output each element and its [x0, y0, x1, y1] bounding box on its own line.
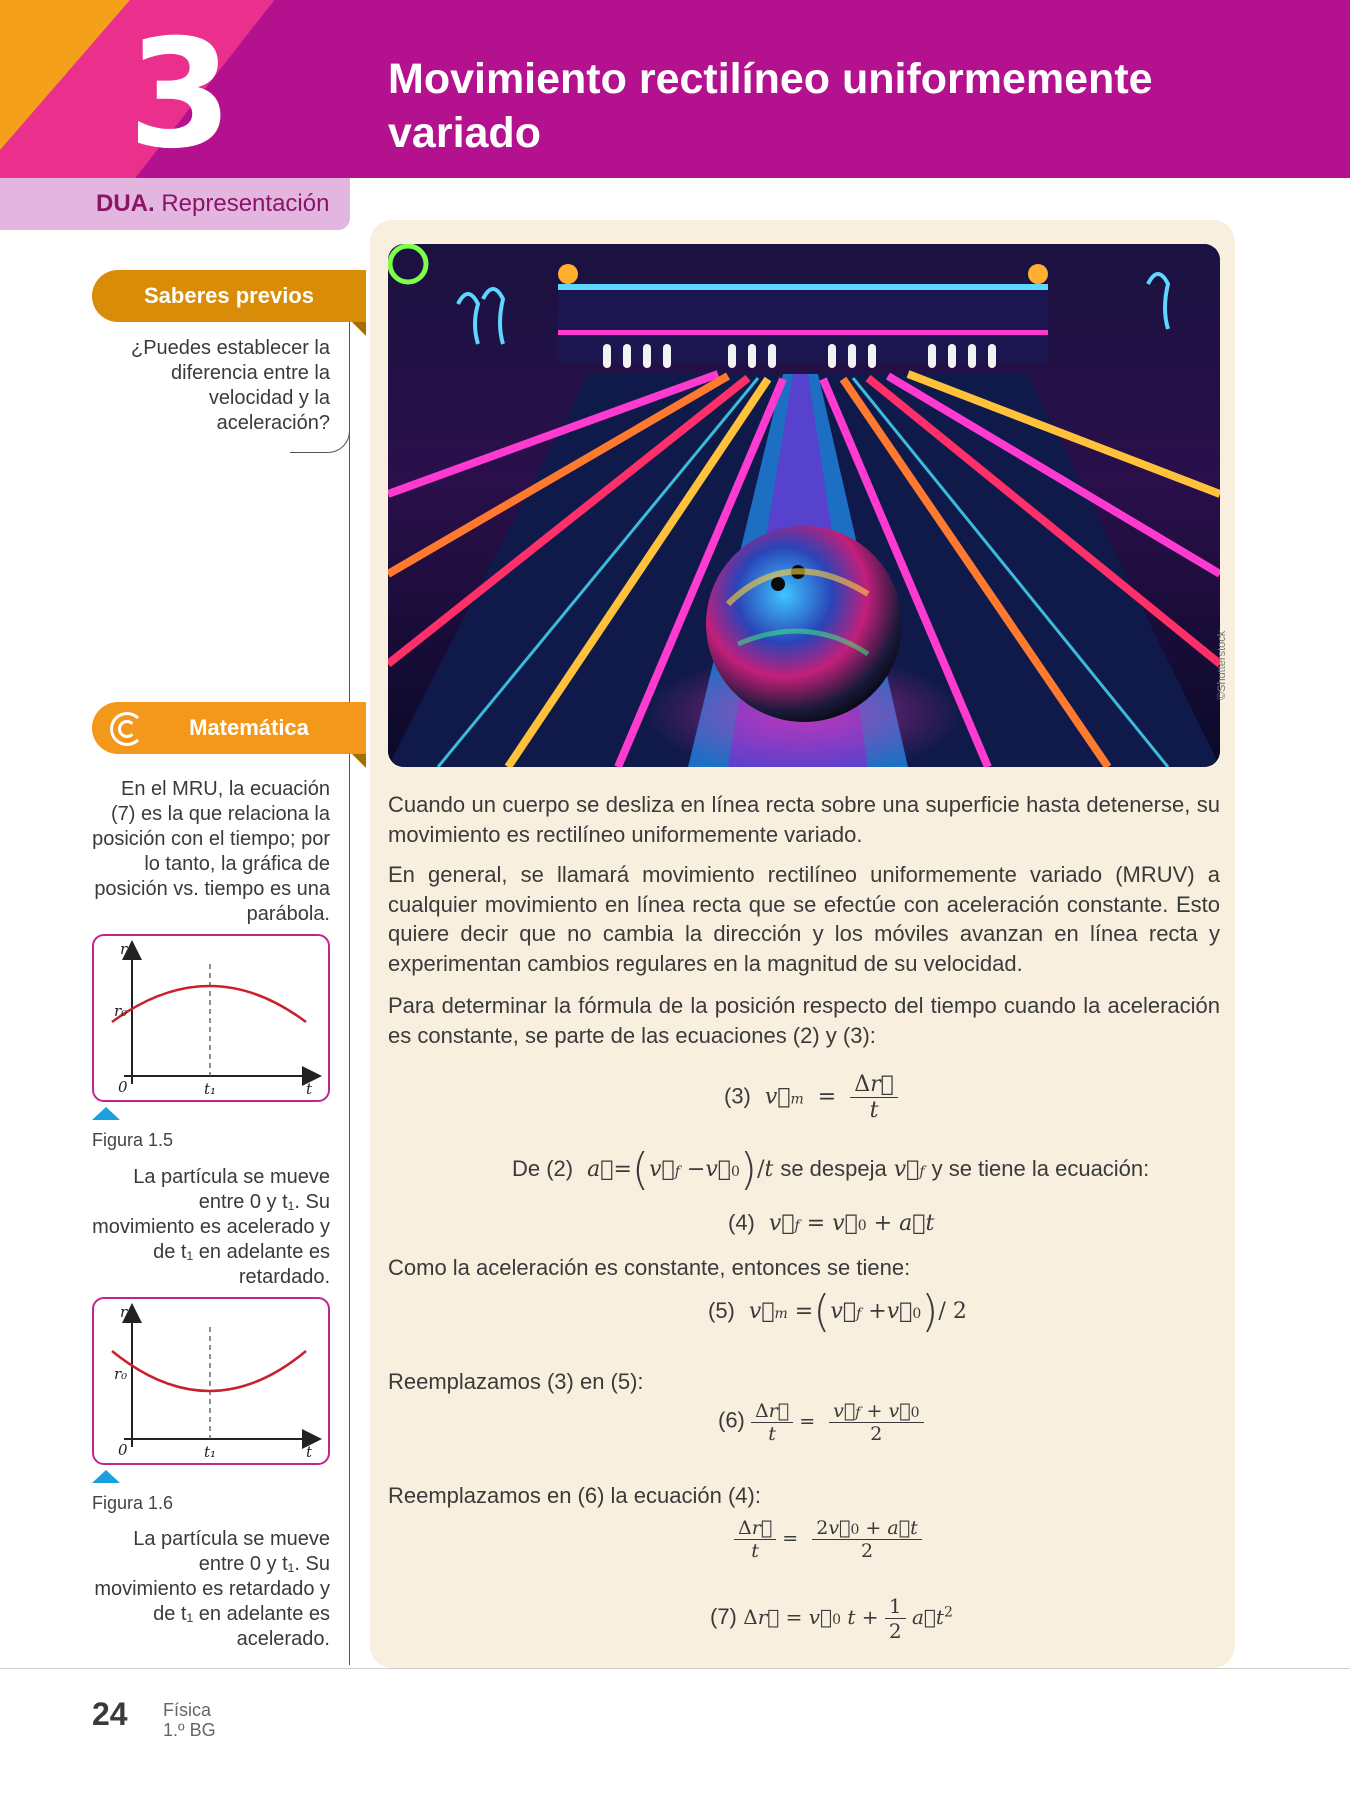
figure-1-6-label: Figura 1.6: [92, 1493, 174, 1513]
saberes-previos-title: Saberes previos: [144, 283, 314, 308]
chapter-number: 3: [128, 8, 233, 178]
figure-1-6-caption: La partícula se mueve entre 0 y t₁. Su movimiento es retardado y de t₁ en adelante es acelerado.: [94, 1528, 330, 1650]
paragraph-4: Como la aceleración es constante, entonces se tiene:: [388, 1255, 911, 1280]
dua-tag: [0, 178, 350, 230]
parabola-curve: [112, 986, 306, 1022]
r0-label: r₀: [114, 1365, 128, 1383]
equation-de2-line: De (2) a⃗=(v⃗f −v⃗0)/t se despeja v⃗f y se tiene la ecuación:: [512, 1144, 1150, 1195]
equation-6: (6) $\frac{\Delta r⃗}{t}$ = $\frac{v⃗f + v⃗0}{2}$: [718, 1400, 924, 1445]
parabola-curve: [112, 1351, 306, 1391]
matematica-heading: [92, 702, 366, 754]
page-number: 24: [92, 1696, 128, 1732]
sidebar-curve-decoration: [290, 425, 350, 453]
chapter-title-line1: Movimiento rectilíneo uniformemente: [388, 55, 1153, 103]
eq3-label: (3): [724, 1083, 751, 1109]
equation-intermediate: $\frac{\Delta r⃗}{t}$ = $\frac{2v⃗0 + a⃗t}{2}$: [734, 1517, 922, 1562]
figure-1-5-label: Figura 1.5: [92, 1130, 174, 1150]
chapter-title: [388, 52, 1288, 160]
figure-marker-icon: [92, 1470, 120, 1483]
figure-1-5-caption: La partícula se mueve entre 0 y t₁. Su movimiento es acelerado y de t₁ en adelante es retardado.: [92, 1166, 330, 1288]
equation-7: (7) Δr⃗ = v⃗0 t + $\frac{1}{2}$ $a⃗t^2$: [710, 1594, 953, 1643]
axis-r-label: r: [120, 940, 128, 958]
t1-label: t₁: [204, 1443, 217, 1461]
subject-name: Física: [163, 1700, 212, 1720]
paragraph-5: Reemplazamos (3) en (5):: [388, 1369, 644, 1394]
eq5-label: (5): [708, 1298, 735, 1323]
grade-label: 1.º BG: [163, 1720, 216, 1740]
pill-fold: [352, 322, 366, 336]
origin-label: 0: [118, 1441, 128, 1459]
paragraph-3: Para determinar la fórmula de la posición respecto del tiempo cuando la aceleración es constante, se parte de las ecuaciones (2) y (3):: [388, 993, 1220, 1048]
chapter-header: [0, 0, 1350, 178]
origin-label: 0: [118, 1078, 128, 1096]
sidebar-divider: [349, 320, 350, 1665]
r0-label: r₀: [114, 1002, 128, 1020]
matematica-title: Matemática: [189, 715, 309, 740]
t1-label: t₁: [204, 1080, 217, 1098]
dua-bold: DUA.: [96, 190, 155, 217]
equation-4: (4) v⃗f = v⃗0 + a⃗t: [728, 1210, 935, 1236]
spiral-inner-icon: [118, 720, 136, 738]
de2-suffix: y se tiene la ecuación:: [931, 1156, 1150, 1181]
axis-t-label: t: [306, 1443, 313, 1461]
de2-prefix: De (2): [512, 1156, 574, 1181]
saberes-previos-heading: [92, 270, 366, 322]
axis-t-label: t: [306, 1080, 313, 1098]
paragraph-2: En general, se llamará movimiento rectilíneo uniformemente variado (MRUV) a cualquier movimiento en línea recta que se efectúe con aceleración constante. Esto quiere decir que no cambia la dirección y los móviles avanzan en línea recta y experimentan cambios regulares en la magnitud de su velocidad.: [388, 862, 1220, 976]
saberes-question: ¿Puedes establecer la diferencia entre la velocidad y la aceleración?: [130, 337, 330, 434]
figure-marker-icon: [92, 1107, 120, 1120]
eq6-label: (6): [718, 1407, 745, 1433]
chapter-title-line2: variado: [388, 109, 541, 157]
eq4-label: (4): [728, 1210, 755, 1235]
bowling-alley-photo: [388, 244, 1220, 767]
dua-text: Representación: [154, 190, 330, 217]
equation-3: (3) v⃗m = $\frac{\Delta r⃗}{t}$: [724, 1072, 898, 1123]
paragraph-1: Cuando un cuerpo se desliza en línea recta sobre una superficie hasta detenerse, su movimiento es rectilíneo uniformemente variado.: [388, 792, 1220, 847]
figure-1-5-graph: [92, 934, 330, 1102]
figure-1-6-graph: [92, 1297, 330, 1465]
matematica-text: En el MRU, la ecuación (7) es la que relaciona la posición con el tiempo; por lo tanto, la gráfica de posición vs. tiempo es una parábola.: [92, 778, 330, 925]
eq7-label: (7): [710, 1604, 737, 1629]
pill-fold: [352, 754, 366, 768]
footer-divider: [0, 1668, 1350, 1669]
axis-r-label: r: [120, 1303, 128, 1321]
de2-middle: se despeja: [780, 1156, 887, 1181]
subject-label: [163, 1700, 216, 1740]
paragraph-6: Reemplazamos en (6) la ecuación (4):: [388, 1483, 761, 1508]
equation-5: (5) v⃗m =(v⃗f +v⃗0)/ 2: [708, 1286, 967, 1337]
photo-credit: ©Shutterstock: [1216, 630, 1228, 700]
header-orange-triangle: [0, 0, 130, 150]
